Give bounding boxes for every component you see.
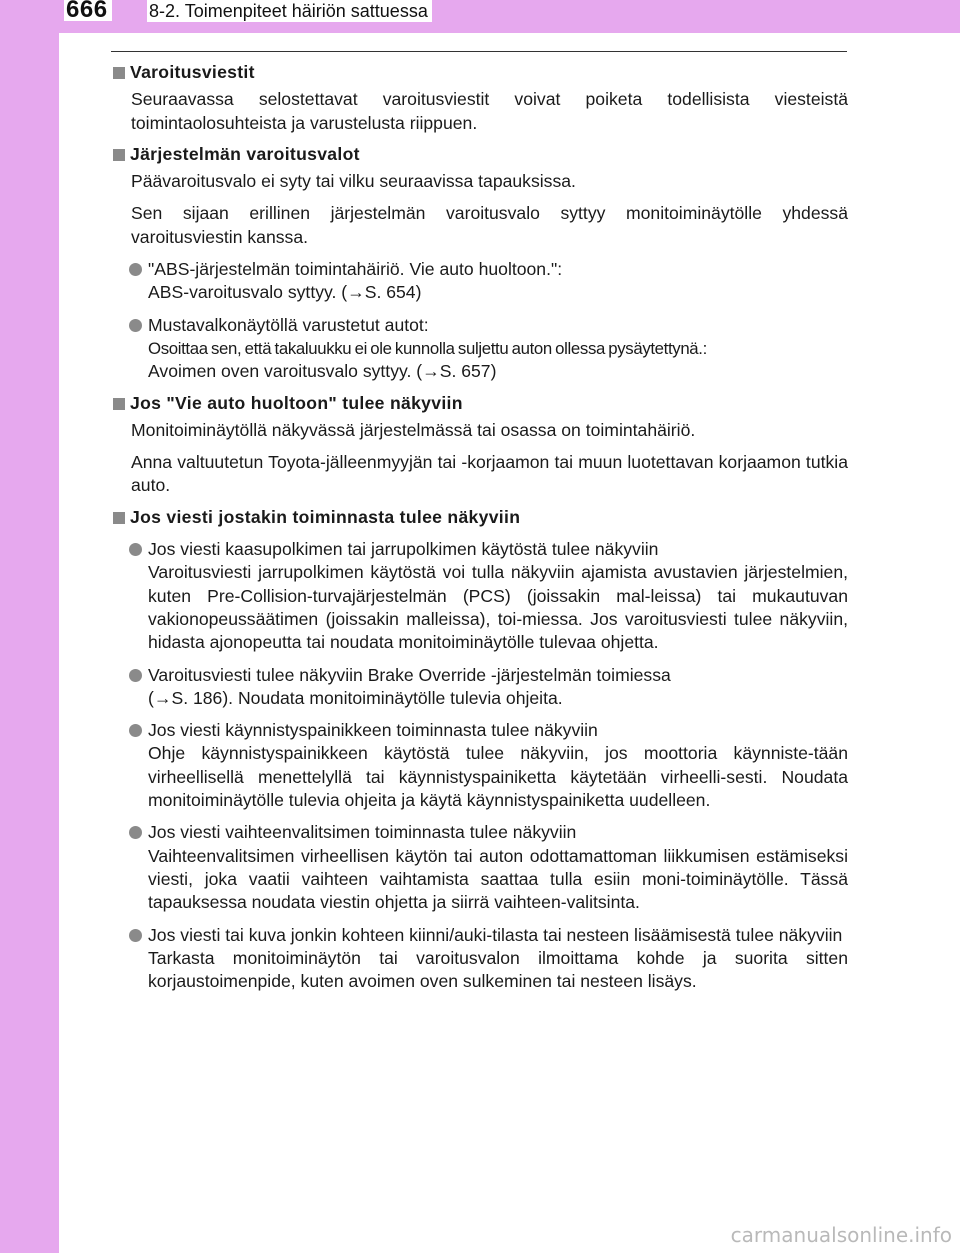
bullet-item xyxy=(111,664,848,711)
bullet-item xyxy=(111,821,848,914)
bullet-item xyxy=(111,538,848,654)
paragraph: Monitoiminäytöllä näkyvässä järjestelmässä tai osassa on toimintahäiriö. xyxy=(131,419,696,440)
sidebar-color-tab xyxy=(0,0,59,1253)
bullet-line: ABS-varoitusvalo syttyy. (→S. 654) xyxy=(148,282,422,303)
page-content xyxy=(111,61,848,993)
bullet-heading: Jos viesti kaasupolkimen tai jarrupolkimen käytöstä tulee näkyviin xyxy=(148,539,659,560)
section-heading: Jos viesti jostakin toiminnasta tulee näkyviin xyxy=(111,506,848,529)
bullet-line: Osoittaa sen, että takaluukku ei ole kunnolla suljettu auton ollessa pysäytettynä.: xyxy=(148,338,707,358)
paragraph: Sen sijaan erillinen järjestelmän varoitusvalo syttyy monitoiminäytölle yhdessä varoitusviestin kanssa. xyxy=(131,203,848,247)
bullet-heading: Jos viesti käynnistyspainikkeen toiminnasta tulee näkyviin xyxy=(148,720,598,741)
bullet-item xyxy=(111,258,848,305)
bullet-body: Ohje käynnistyspainikkeen käytöstä tulee näkyviin, jos moottoria käynniste-tään virheellisellä menettelyllä tai käynnistyspainiketta käytetään virheelli-sesti. Noudata monitoiminäytölle tulevia ohjeita ja käytä käynnistyspainiketta uudelleen. xyxy=(148,743,848,811)
bullet-line: Avoimen oven varoitusvalo syttyy. (→S. 657) xyxy=(148,361,497,382)
watermark: carmanualsonline.info xyxy=(730,1223,952,1247)
bullet-body: Tarkasta monitoiminäytön tai varoitusvalon ilmoittama kohde ja suorita sitten korjaustoimenpide, kuten avoimen oven sulkeminen tai nesteen lisäys. xyxy=(148,947,848,992)
chapter-title: 8-2. Toimenpiteet häiriön sattuessa xyxy=(147,0,432,22)
bullet-line: "ABS-järjestelmän toimintahäiriö. Vie auto huoltoon.": xyxy=(148,259,563,280)
bullet-item xyxy=(111,719,848,812)
bullet-heading: Jos viesti tai kuva jonkin kohteen kiinni/auki-tilasta tai nesteen lisäämisestä tulee näkyviin xyxy=(148,924,843,945)
bullet-heading: Jos viesti vaihteenvalitsimen toiminnasta tulee näkyviin xyxy=(148,822,577,843)
paragraph: Seuraavassa selostettavat varoitusviestit voivat poiketa todellisista viesteistä toimintaolosuhteista ja varustelusta riippuen. xyxy=(131,89,848,133)
bullet-item xyxy=(111,924,848,994)
section-heading: Jos "Vie auto huoltoon" tulee näkyviin xyxy=(111,392,848,415)
paragraph: Päävaroitusvalo ei syty tai vilku seuraavissa tapauksissa. xyxy=(131,171,576,192)
bullet-body: Vaihteenvalitsimen virheellisen käytön tai auton odottamattoman liikkumisen estämiseksi viesti, joka vaatii vaihteen vaihtamista saattaa tulla esiin moni-toiminäytölle. Tässä tapauksessa noudata viestin ohjetta ja siirrä vaihteen-valitsinta. xyxy=(148,845,848,913)
bullet-body: Varoitusviesti jarrupolkimen käytöstä voi tulla näkyviin ajamista avustavien järjestelmien, kuten Pre-Collision-turvajärjestelmän (PCS) (joissakin mal-leissa) tai mukautuvan vakionopeussäätimen (joissakin malleissa), toi-miessa. Jos varoitusviesti tulee näkyviin, hidasta ajonopeutta tai noudata monitoiminäytölle tulevaa ohjetta. xyxy=(148,562,848,653)
page-number: 666 xyxy=(64,0,112,21)
header-divider xyxy=(111,51,847,52)
paragraph: Anna valtuutetun Toyota-jälleenmyyjän tai -korjaamon tai muun luotettavan korjaamon tutkia auto. xyxy=(131,452,848,496)
section-heading: Varoitusviestit xyxy=(111,61,848,84)
bullet-item xyxy=(111,314,848,384)
section-heading: Järjestelmän varoitusvalot xyxy=(111,143,848,166)
bullet-line: Mustavalkonäytöllä varustetut autot: xyxy=(148,314,429,335)
bullet-body: (→S. 186). Noudata monitoiminäytölle tulevia ohjeita. xyxy=(148,687,563,708)
bullet-heading: Varoitusviesti tulee näkyviin Brake Override -järjestelmän toimiessa xyxy=(148,664,671,685)
